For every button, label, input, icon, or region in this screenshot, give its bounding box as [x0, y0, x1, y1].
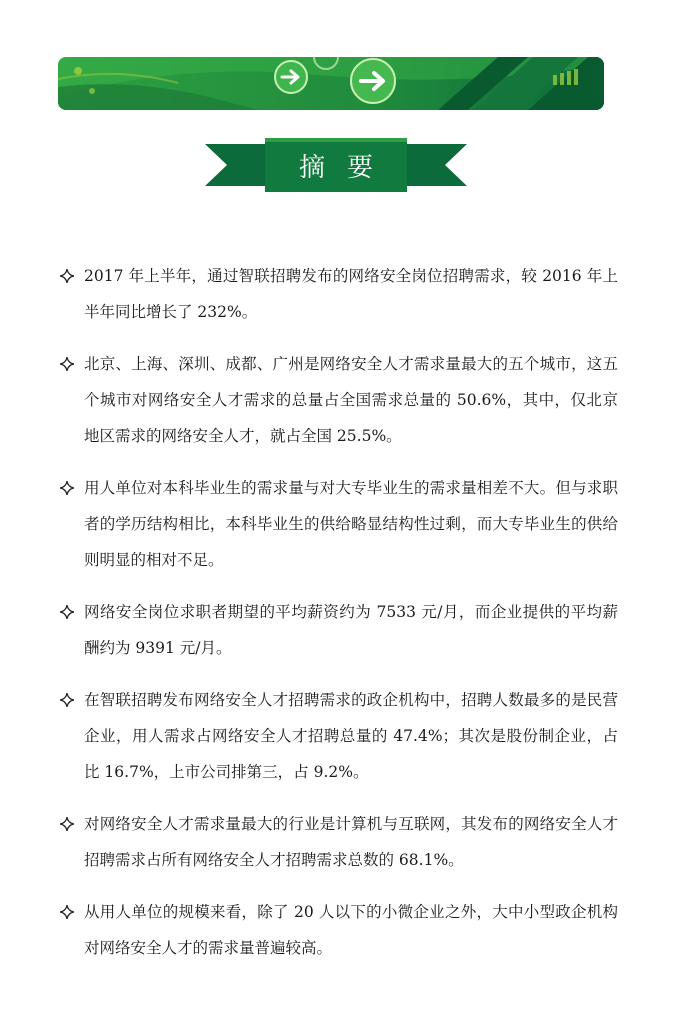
summary-list [58, 258, 618, 982]
list-item [58, 470, 618, 578]
list-item-text: 对网络安全人才需求量最大的行业是计算机与互联网，其发布的网络安全人才招聘需求占所有网络安全人才招聘需求总数的 68.1%。 [84, 815, 618, 869]
four-point-star-outline-icon [58, 806, 76, 842]
list-item [58, 346, 618, 454]
four-point-star-outline-icon [58, 894, 76, 930]
page-title: 摘要 [298, 152, 395, 183]
list-item-text: 在智联招聘发布网络安全人才招聘需求的政企机构中，招聘人数最多的是民营企业，用人需求占网络安全人才招聘总量的 47.4%；其次是股份制企业，占比 16.7%，上市公司排第三，占 9.2%。 [84, 691, 618, 781]
list-item [58, 806, 618, 878]
list-item-text: 2017 年上半年，通过智联招聘发布的网络安全岗位招聘需求，较 2016 年上半年同比增长了 232%。 [84, 267, 618, 321]
four-point-star-outline-icon [58, 346, 76, 382]
list-item [58, 594, 618, 666]
list-item-text: 网络安全岗位求职者期望的平均薪资约为 7533 元/月，而企业提供的平均薪酬约为 9391 元/月。 [84, 603, 618, 657]
four-point-star-outline-icon [58, 682, 76, 718]
list-item [58, 894, 618, 966]
section-title-ribbon [205, 138, 467, 192]
arrow-right-circle-icon [275, 61, 307, 93]
list-item [58, 258, 618, 330]
banner-graphic [58, 57, 604, 110]
four-point-star-outline-icon [58, 594, 76, 630]
four-point-star-outline-icon [58, 258, 76, 294]
list-item-text: 用人单位对本科毕业生的需求量与对大专毕业生的需求量相差不大。但与求职者的学历结构相比，本科毕业生的供给略显结构性过剩，而大专毕业生的供给则明显的相对不足。 [84, 479, 618, 569]
list-item [58, 682, 618, 790]
header-banner [58, 57, 604, 110]
arrow-right-circle-icon [351, 59, 395, 103]
list-item-text: 从用人单位的规模来看，除了 20 人以下的小微企业之外，大中小型政企机构对网络安全人才的需求量普遍较高。 [84, 903, 618, 957]
list-item-text: 北京、上海、深圳、成都、广州是网络安全人才需求量最大的五个城市，这五个城市对网络安全人才需求的总量占全国需求总量的 50.6%，其中，仅北京地区需求的网络安全人才，就占全国 25.5%。 [84, 355, 618, 445]
four-point-star-outline-icon [58, 470, 76, 506]
